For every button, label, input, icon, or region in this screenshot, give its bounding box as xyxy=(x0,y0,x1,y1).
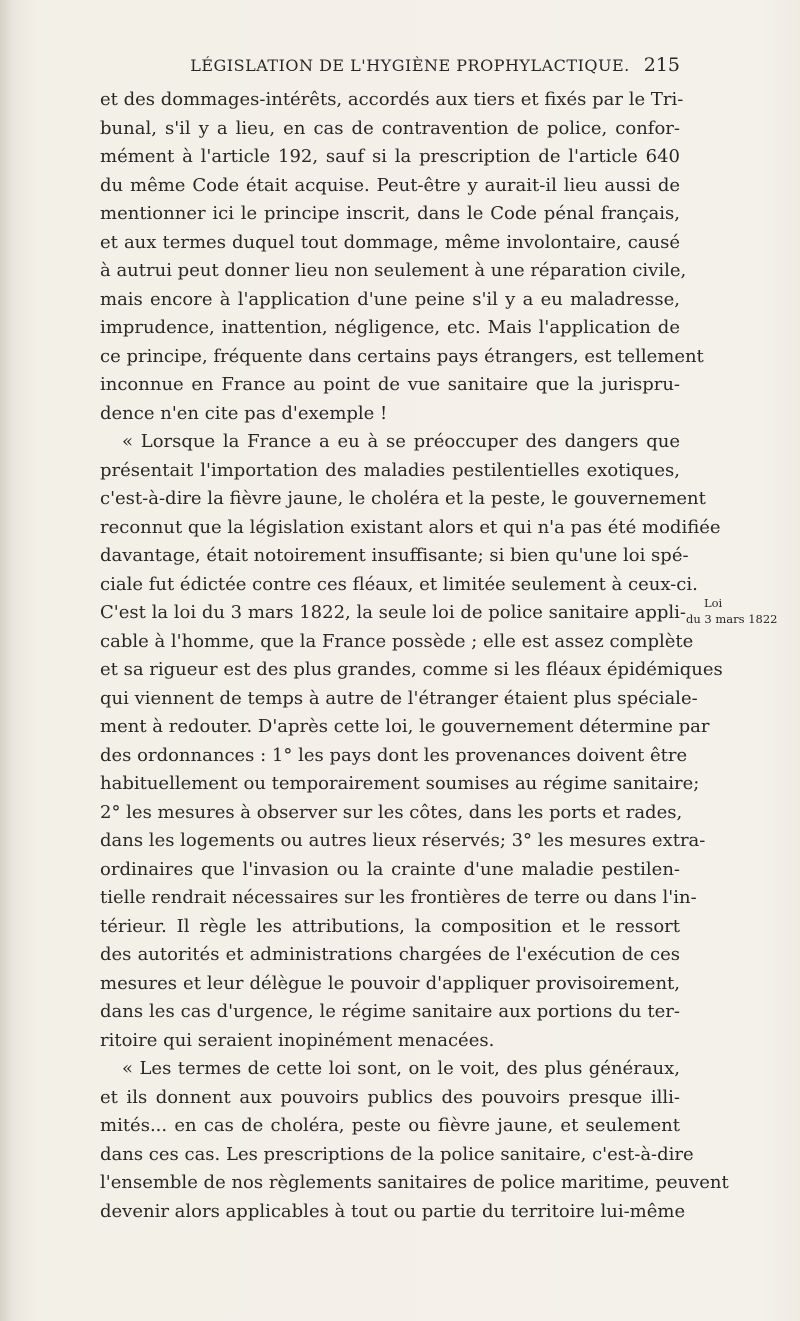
page-number: 215 xyxy=(643,54,680,76)
text-line: habituellement ou temporairement soumises au régime sanitaire; xyxy=(100,773,700,794)
text-line: dence n'en cite pas d'exemple ! xyxy=(100,402,388,424)
text-line: imprudence, inattention, négligence, etc. Mais l'application de xyxy=(100,317,680,338)
text-line: tielle rendrait nécessaires sur les frontières de terre ou dans l'in- xyxy=(100,887,697,908)
text-line: dans les cas d'urgence, le régime sanitaire aux portions du ter- xyxy=(100,1001,680,1022)
text-line: mais encore à l'application d'une peine s'il y a eu maladresse, xyxy=(100,288,680,310)
text-line: bunal, s'il y a lieu, en cas de contravention de police, confor- xyxy=(100,117,680,139)
page-header xyxy=(140,52,680,80)
text-line: présentait l'importation des maladies pestilentielles exotiques, xyxy=(100,459,680,481)
margin-note-title: Loi xyxy=(704,596,723,610)
text-line: inconnue en France au point de vue sanitaire que la jurispru- xyxy=(100,374,680,395)
text-line: à autrui peut donner lieu non seulement à une réparation civile, xyxy=(100,260,687,281)
running-title: LÉGISLATION DE L'HYGIÈNE PROPHYLACTIQUE. xyxy=(190,56,630,75)
text-line: ciale fut édictée contre ces fléaux, et limitée seulement à ceux-ci. xyxy=(100,573,698,595)
text-line: « Lorsque la France a eu à se préoccuper des dangers que xyxy=(122,431,680,452)
margin-note-date: du 3 mars 1822 xyxy=(686,612,778,626)
text-line: cable à l'homme, que la France possède ; elle est assez complète xyxy=(100,630,694,652)
text-line: et ils donnent aux pouvoirs publics des pouvoirs presque illi- xyxy=(100,1086,680,1108)
text-line: 2° les mesures à observer sur les côtes, dans les ports et rades, xyxy=(100,801,683,823)
text-line: mesures et leur délègue le pouvoir d'appliquer provisoirement, xyxy=(100,972,680,994)
text-line: mément à l'article 192, sauf si la prescription de l'article 640 xyxy=(100,146,680,167)
text-line: c'est-à-dire la fièvre jaune, le choléra et la peste, le gouvernement xyxy=(100,488,706,509)
text-line: l'ensemble de nos règlements sanitaires de police maritime, peuvent xyxy=(100,1172,729,1193)
text-line: et aux termes duquel tout dommage, même involontaire, causé xyxy=(100,231,680,253)
text-line: et des dommages-intérêts, accordés aux tiers et fixés par le Tri- xyxy=(100,89,684,110)
body-text xyxy=(100,86,729,1226)
text-line: ordinaires que l'invasion ou la crainte d'une maladie pestilen- xyxy=(100,858,680,880)
text-line: qui viennent de temps à autre de l'étranger étaient plus spéciale- xyxy=(100,687,698,709)
text-line: des ordonnances : 1° les pays dont les provenances doivent être xyxy=(100,744,688,766)
text-line: des autorités et administrations chargées de l'exécution de ces xyxy=(100,944,680,965)
text-line: reconnut que la législation existant alors et qui n'a pas été modifiée xyxy=(100,516,721,538)
text-line: « Les termes de cette loi sont, on le voit, des plus généraux, xyxy=(122,1058,680,1079)
text-line: mentionner ici le principe inscrit, dans le Code pénal français, xyxy=(100,203,680,224)
text-line: térieur. Il règle les attributions, la composition et le ressort xyxy=(100,915,680,937)
text-line: ce principe, fréquente dans certains pays étrangers, est tellement xyxy=(100,345,704,367)
text-line: davantage, était notoirement insuffisante; si bien qu'une loi spé- xyxy=(100,545,689,566)
text-line: et sa rigueur est des plus grandes, comme si les fléaux épidémiques xyxy=(100,659,723,680)
text-line: C'est la loi du 3 mars 1822, la seule loi de police sanitaire appli- xyxy=(100,602,686,623)
text-line: devenir alors applicables à tout ou partie du territoire lui-même xyxy=(100,1200,686,1222)
text-line: dans ces cas. Les prescriptions de la police sanitaire, c'est-à-dire xyxy=(100,1143,694,1165)
text-line: ritoire qui seraient inopinément menacées. xyxy=(100,1029,495,1051)
text-line: du même Code était acquise. Peut-être y aurait-il lieu aussi de xyxy=(100,174,680,196)
text-line: dans les logements ou autres lieux réservés; 3° les mesures extra- xyxy=(100,830,706,851)
text-line: ment à redouter. D'après cette loi, le gouvernement détermine par xyxy=(100,716,710,737)
text-line: mités... en cas de choléra, peste ou fièvre jaune, et seulement xyxy=(100,1115,680,1136)
